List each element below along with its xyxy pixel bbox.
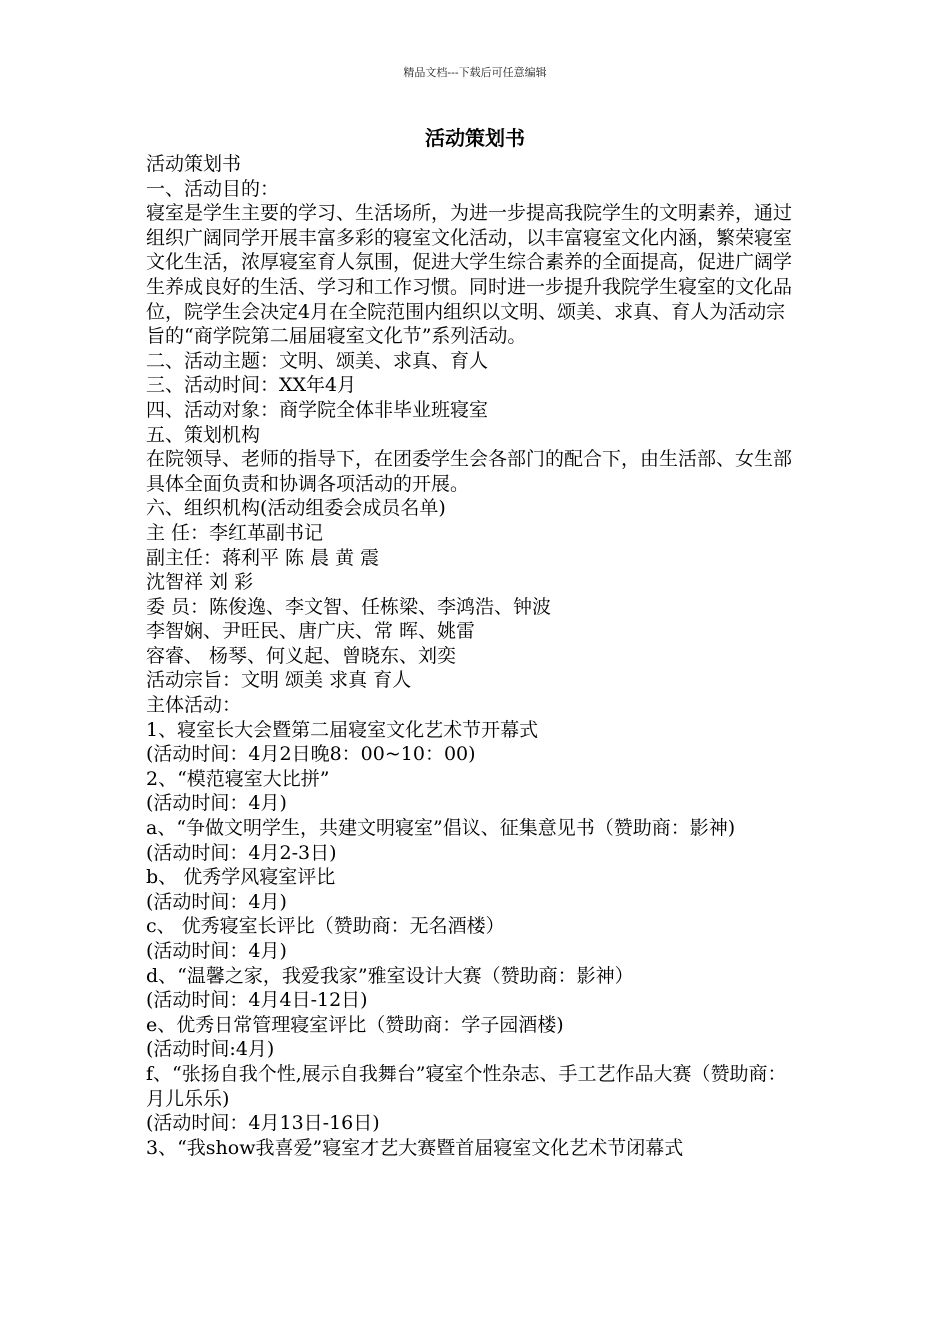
body-line: 李智娴、尹旺民、唐广庆、常 晖、姚雷 bbox=[146, 620, 476, 643]
section-heading-purpose: 一、活动目的： bbox=[146, 177, 280, 200]
list-item: (活动时间：4月) bbox=[146, 792, 287, 815]
list-item: d、“温馨之家，我爱我家”雅室设计大赛（赞助商：影神） bbox=[146, 964, 634, 987]
body-line: 活动策划书 bbox=[146, 153, 242, 175]
list-item: 1、寝室长大会暨第二届寝室文化艺术节开幕式 bbox=[146, 718, 539, 741]
list-item: f、“张扬自我个性,展示自我舞台”寝室个性杂志、手工艺作品大赛（赞助商：月儿乐乐) bbox=[146, 1062, 787, 1110]
section-heading-time: 三、活动时间：XX年4月 bbox=[146, 374, 357, 397]
body-line: 主体活动： bbox=[146, 694, 242, 717]
list-item: (活动时间:4月) bbox=[146, 1038, 275, 1061]
body-line: 沈智祥 刘 彩 bbox=[146, 571, 254, 594]
document-body bbox=[146, 152, 796, 1160]
list-item: (活动时间：4月2-3日) bbox=[146, 841, 337, 864]
body-line: 容睿、 杨琴、何义起、曾晓东、刘奕 bbox=[146, 644, 457, 667]
page-header: 精品文档---下载后可任意编辑 bbox=[403, 66, 547, 79]
list-item: (活动时间：4月) bbox=[146, 940, 287, 962]
list-item: a、“争做文明学生，共建文明寝室”倡议、征集意见书（赞助商：影神) bbox=[146, 817, 736, 840]
list-item: 2、“模范寝室大比拼” bbox=[146, 767, 330, 790]
body-paragraph-purpose: 寝室是学生主要的学习、生活场所，为进一步提高我院学生的文明素养，通过组织广阔同学开展丰富多彩的寝室文化活动，以丰富寝室文化内涵，繁荣寝室文化生活，浓厚寝室育人氛围，促进大学生综合素养的全面提高，促进广阔学生养成良好的生活、学习和工作习惯。同时进一步提升我院学生寝室的文化品位，院学生会决定4月在全院范围内组织以文明、颂美、求真、育人为活动宗旨的“商学院第二届届寝室文化节”系列活动。 bbox=[146, 202, 793, 348]
list-item: e、优秀日常管理寝室评比（赞助商：学子园酒楼) bbox=[146, 1013, 564, 1036]
section-heading-planning: 五、策划机构 bbox=[146, 423, 261, 446]
list-item: (活动时间：4月2日晚8：00~10：00) bbox=[146, 743, 476, 766]
body-paragraph-planning: 在院领导、老师的指导下，在团委学生会各部门的配合下，由生活部、女生部具体全面负责和协调各项活动的开展。 bbox=[146, 448, 793, 495]
list-item: b、 优秀学风寝室评比 bbox=[146, 866, 336, 889]
list-item: (活动时间：4月) bbox=[146, 890, 287, 913]
document-title: 活动策划书 bbox=[425, 126, 525, 150]
list-item: (活动时间：4月4日-12日) bbox=[146, 989, 368, 1012]
body-line: 委 员：陈俊逸、李文智、任栋梁、李鸿浩、钟波 bbox=[146, 595, 552, 618]
section-heading-audience: 四、活动对象：商学院全体非毕业班寝室 bbox=[146, 398, 489, 421]
section-heading-organization: 六、组织机构(活动组委会成员名单) bbox=[146, 497, 446, 520]
section-heading-theme: 二、活动主题：文明、颂美、求真、育人 bbox=[146, 349, 489, 372]
list-item: 3、“我show我喜爱”寝室才艺大赛暨首届寝室文化艺术节闭幕式 bbox=[146, 1136, 684, 1159]
list-item: (活动时间：4月13日-16日) bbox=[146, 1112, 380, 1135]
body-line: 活动宗旨：文明 颂美 求真 育人 bbox=[146, 669, 412, 692]
body-line: 副主任：蒋利平 陈 晨 黄 震 bbox=[146, 546, 380, 569]
list-item: c、 优秀寝室长评比（赞助商：无名酒楼） bbox=[146, 915, 505, 938]
body-line: 主 任：李红革副书记 bbox=[146, 521, 324, 544]
